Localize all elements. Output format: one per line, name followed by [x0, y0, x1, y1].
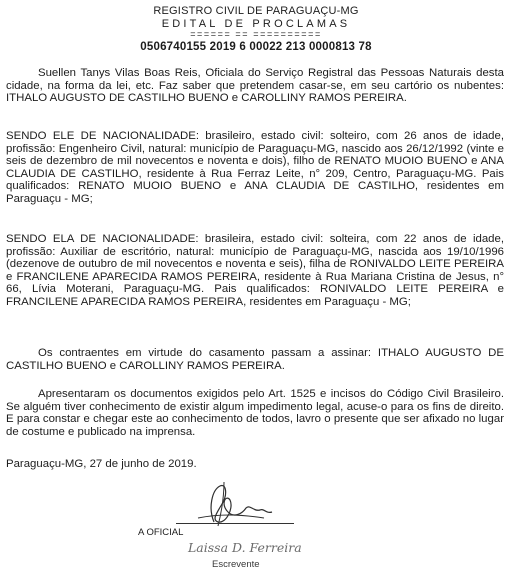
signer-name: Laissa D. Ferreira — [188, 540, 302, 555]
registration-number: 0506740155 2019 6 00022 213 0000813 78 — [140, 41, 372, 53]
edital-title: EDITAL DE PROCLAMAS — [161, 18, 351, 30]
signature-line — [176, 523, 294, 524]
signing-text: Os contraentes em virtude do casamento passam a assinar: ITHALO AUGUSTO DE CASTILHO BUENO e CAROLLINY RAMOS PEREIRA. — [6, 347, 504, 372]
intro-text: Suellen Tanys Vilas Boas Reis, Oficiala do Serviço Registral das Pessoas Naturais desta cidade, na forma da lei, etc. Faz saber que pretendem casar-se, em seu cartório os nubentes: ITHALO AUGUSTO DE CASTILHO BUENO e CAROLLINY RAMOS PEREIRA. — [6, 67, 504, 105]
intro-paragraph — [6, 67, 504, 105]
title-underline: ====== == ========== — [190, 29, 322, 39]
date-line: Paraguaçu-MG, 27 de junho de 2019. — [6, 458, 197, 470]
signing-paragraph — [6, 347, 504, 372]
closing-paragraph — [6, 388, 504, 438]
signer-role: Escrevente — [212, 559, 260, 570]
groom-paragraph: SENDO ELE DE NACIONALIDADE: brasileiro, estado civil: solteiro, com 26 anos de idade, profissão: Engenheiro Civil, natural: município de Paraguaçu-MG, nascido aos 26/12/1992 (vinte e seis de dezembro de mil novecentos e noventa e dois), filho de RENATO MUOIO BUENO e ANA CLAUDIA DE CASTILHO, residente à Rua Ferraz Leite, n° 209, Centro, Paraguaçu-MG. Pais qualificados: RENATO MUOIO BUENO e ANA CLAUDIA DE CASTILHO, residentes em Paraguaçu - MG; — [6, 130, 504, 205]
closing-text: Apresentaram os documentos exigidos pelo Art. 1525 e incisos do Código Civil Brasileiro. Se alguém tiver conhecimento de existir algum impedimento legal, acuse-o para os fins de direito. E para constar e chegar este ao conhecimento de todos, lavro o presente que ser afixado no lugar de costume e publicado na imprensa. — [6, 388, 504, 438]
oficial-label: A OFICIAL — [138, 527, 184, 538]
bride-paragraph: SENDO ELA DE NACIONALIDADE: brasileira, estado civil: solteira, com 22 anos de idade, profissão: Auxiliar de escritório, natural: município de Paraguaçu-MG, nascida aos 19/10/1996 (dezenove de outubro de mil novecentos e noventa e seis), filha de RONIVALDO LEITE PEREIRA e FRANCILENE APARECIDA RAMOS PEREIRA, residente à Rua Mariana Cristina de Jesus, n° 66, Lívia Moterani, Paraguaçu-MG. Pais qualificados: RONIVALDO LEITE PEREIRA e FRANCILENE APARECIDA RAMOS PEREIRA, residentes em Paraguaçu - MG; — [6, 233, 504, 308]
registry-title: REGISTRO CIVIL DE PARAGUAÇU-MG — [153, 5, 359, 17]
